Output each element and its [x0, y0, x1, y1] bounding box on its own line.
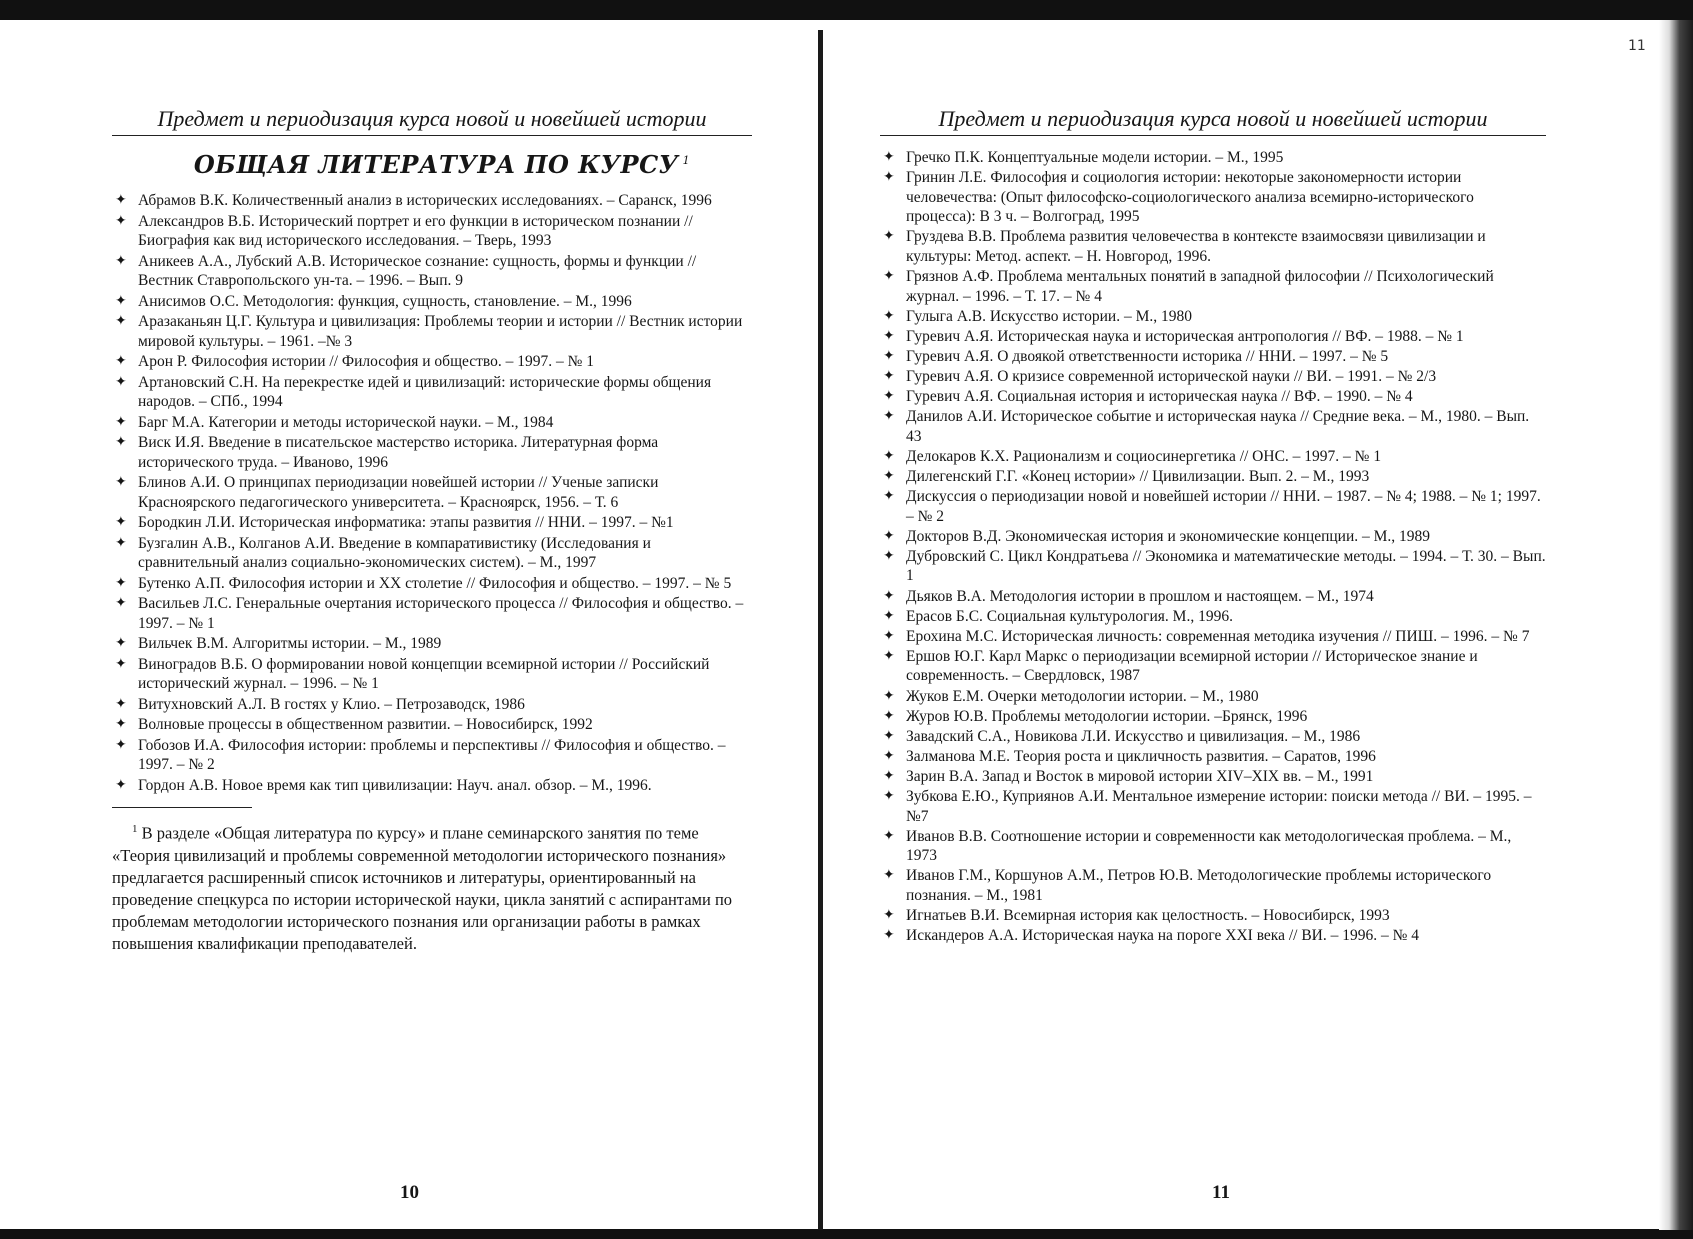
reference-text: Витухновский А.Л. В гостях у Клио. – Петрозаводск, 1986	[138, 695, 525, 713]
bullet-icon: ✦	[883, 547, 895, 564]
reference-item	[112, 513, 752, 533]
bullet-icon: ✦	[115, 534, 127, 551]
reference-item	[880, 926, 1546, 946]
reference-item	[880, 487, 1546, 526]
bullet-icon: ✦	[115, 353, 127, 369]
bullet-icon: ✦	[883, 827, 895, 844]
reference-text: Докторов В.Д. Экономическая история и экономические концепции. – М., 1989	[906, 527, 1431, 545]
reference-item	[112, 695, 752, 715]
reference-text: Волновые процессы в общественном развитии. – Новосибирск, 1992	[138, 716, 593, 733]
bullet-icon: ✦	[883, 488, 895, 505]
bullet-icon: ✦	[883, 347, 895, 364]
reference-text: Вильчек В.М. Алгоритмы истории. – М., 1989	[138, 635, 442, 652]
bullet-icon: ✦	[883, 327, 895, 344]
bullet-icon: ✦	[115, 574, 127, 591]
reference-item	[112, 473, 752, 512]
bullet-icon: ✦	[115, 716, 127, 732]
reference-item	[880, 367, 1546, 387]
reference-text: Зубкова Е.Ю., Куприянов А.И. Ментальное измерение истории: поиски метода // ВИ. – 1995. – №7	[906, 788, 1532, 825]
reference-text: Васильев Л.С. Генеральные очертания исторического процесса // Философия и общество. – 1997. – № 1	[138, 595, 744, 632]
reference-text: Груздева В.В. Проблема развития человечества в контексте взаимосвязи цивилизации и культуры: Метод. аспект. – Н. Новгород, 1996.	[906, 228, 1486, 265]
reference-text: Грязнов А.Ф. Проблема ментальных понятий в западной философии // Психологический журнал. – 1996. – Т. 17. – № 4	[906, 268, 1494, 305]
bullet-icon: ✦	[883, 468, 895, 484]
bullet-icon: ✦	[115, 413, 127, 430]
bullet-icon: ✦	[115, 313, 127, 329]
reference-item	[880, 747, 1546, 767]
reference-item	[880, 906, 1546, 926]
reference-text: Делокаров К.Х. Рационализм и социосинергетика // ОНС. – 1997. – № 1	[906, 447, 1382, 465]
reference-text: Дилегенский Г.Г. «Конец истории» // Цивилизации. Вып. 2. – М., 1993	[906, 468, 1370, 485]
reference-item	[112, 776, 752, 796]
reference-text: Зарин В.А. Запад и Восток в мировой истории XIV–XIX вв. – М., 1991	[906, 767, 1374, 785]
reference-item	[880, 607, 1546, 627]
reference-text: Бузгалин А.В., Колганов А.И. Введение в компаративистику (Исследования и сравнительный анализ социально-экономических систем). – М., 1997	[138, 534, 651, 571]
footnote-divider	[112, 807, 252, 808]
reference-text: Ерасов Б.С. Социальная культурология. М., 1996.	[906, 607, 1233, 625]
reference-text: Блинов А.И. О принципах периодизации новейшей истории // Ученые записки Красноярского педагогического университета. – Красноярск, 1956. – Т. 6	[138, 474, 659, 511]
reference-item	[880, 227, 1546, 266]
reference-item	[880, 866, 1546, 905]
reference-item	[112, 352, 752, 372]
reference-text: Иванов В.В. Соотношение истории и современности как методологическая проблема. – М., 1973	[906, 827, 1512, 865]
bullet-icon: ✦	[115, 736, 127, 753]
bullet-icon: ✦	[115, 373, 127, 390]
bullet-icon: ✦	[115, 776, 127, 793]
reference-text: Бородкин Л.И. Историческая информатика: этапы развития // ННИ. – 1997. – №1	[138, 514, 674, 531]
footnote-number: 1	[132, 823, 138, 835]
reference-text: Арон Р. Философия истории // Философия и общество. – 1997. – № 1	[138, 353, 595, 370]
reference-item	[112, 534, 752, 573]
reference-item	[112, 736, 752, 775]
reference-text: Аразаканьян Ц.Г. Культура и цивилизация: Проблемы теории и истории // Вестник истории мировой культуры. – 1961. –№ 3	[138, 313, 743, 350]
right-page	[880, 106, 1546, 946]
reference-item	[880, 527, 1546, 547]
reference-item	[880, 727, 1546, 747]
bullet-icon: ✦	[115, 635, 127, 651]
reference-text: Искандеров А.А. Историческая наука на пороге XXI века // ВИ. – 1996. – № 4	[906, 927, 1420, 945]
bullet-icon: ✦	[883, 149, 895, 165]
reference-item	[112, 634, 752, 654]
reference-text: Завадский С.А., Новикова Л.И. Искусство и цивилизация. – М., 1986	[906, 727, 1361, 745]
reference-item	[880, 267, 1546, 306]
reference-list	[112, 191, 752, 795]
reference-text: Бутенко А.П. Философия истории и XX столетие // Философия и общество. – 1997. – № 5	[138, 574, 732, 592]
reference-text: Гуревич А.Я. О двоякой ответственности историка // ННИ. – 1997. – № 5	[906, 347, 1389, 365]
bullet-icon: ✦	[883, 747, 895, 764]
reference-item	[880, 327, 1546, 347]
reference-text: Гречко П.К. Концептуальные модели истории. – М., 1995	[906, 149, 1284, 166]
reference-item	[112, 655, 752, 694]
bullet-icon: ✦	[883, 169, 895, 186]
bullet-icon: ✦	[883, 268, 895, 285]
reference-item	[880, 407, 1546, 446]
reference-item	[880, 387, 1546, 407]
bullet-icon: ✦	[883, 607, 895, 624]
reference-item	[112, 574, 752, 594]
reference-item	[880, 767, 1546, 787]
reference-item	[880, 148, 1546, 168]
reference-text: Аникеев А.А., Лубский А.В. Историческое сознание: сущность, формы и функции // Вестник Ставропольского ун-та. – 1996. – Вып. 9	[138, 252, 697, 289]
reference-text: Гулыга А.В. Искусство истории. – М., 1980	[906, 307, 1192, 325]
reference-text: Гуревич А.Я. Социальная история и историческая наука // ВФ. – 1990. – № 4	[906, 388, 1413, 406]
reference-item	[880, 547, 1546, 586]
reference-item	[112, 292, 752, 312]
bullet-icon: ✦	[883, 408, 895, 425]
bullet-icon: ✦	[115, 212, 127, 229]
running-head: Предмет и периодизация курса новой и новейшей истории	[112, 106, 752, 136]
reference-item	[112, 252, 752, 291]
reference-item	[112, 433, 752, 472]
bullet-icon: ✦	[115, 192, 127, 208]
bullet-icon: ✦	[115, 514, 127, 530]
bullet-icon: ✦	[883, 788, 895, 804]
reference-item	[880, 827, 1546, 866]
reference-item	[112, 373, 752, 412]
reference-item	[112, 715, 752, 735]
bullet-icon: ✦	[883, 307, 895, 324]
reference-item	[880, 168, 1546, 227]
bullet-icon: ✦	[883, 647, 895, 664]
reference-item	[880, 787, 1546, 826]
bullet-icon: ✦	[883, 587, 895, 604]
reference-text: Анисимов О.С. Методология: функция, сущность, становление. – М., 1996	[138, 292, 632, 310]
footnote-text: В разделе «Общая литература по курсу» и плане семинарского занятия по теме «Теория цивилизаций и проблемы современной методологии исторического познания» предлагается расширенный список источников и литературы, ориентированный на проведение спецкурса по истории исторической науки, цикла занятий с аспирантами по проблемам методологии исторического познания или организации работы в рамках повышения квалификации преподавателей.	[112, 823, 733, 953]
reference-text: Дубровский С. Цикл Кондратьева // Экономика и математические методы. – 1994. – Т. 30. – Вып. 1	[906, 547, 1546, 585]
reference-text: Дьяков В.А. Методология истории в прошлом и настоящем. – М., 1974	[906, 587, 1374, 605]
running-head: Предмет и периодизация курса новой и новейшей истории	[880, 106, 1546, 136]
scan-right-edge-shadow	[1659, 20, 1693, 1230]
bullet-icon: ✦	[883, 627, 895, 644]
scan-bottom-border	[0, 1229, 1693, 1239]
reference-item	[112, 191, 752, 211]
bullet-icon: ✦	[115, 252, 127, 269]
section-title-text: ОБЩАЯ ЛИТЕРАТУРА ПО КУРСУ	[193, 150, 679, 179]
bullet-icon: ✦	[115, 474, 127, 490]
book-spine-shadow	[818, 30, 823, 1230]
bullet-icon: ✦	[883, 907, 895, 924]
reference-text: Игнатьев В.И. Всемирная история как целостность. – Новосибирск, 1993	[906, 907, 1390, 925]
reference-item	[880, 467, 1546, 487]
reference-item	[880, 707, 1546, 727]
section-title	[132, 150, 752, 179]
reference-list	[880, 148, 1546, 946]
reference-text: Ершов Ю.Г. Карл Маркс о периодизации всемирной истории // Историческое знание и современность. – Свердловск, 1987	[906, 647, 1478, 685]
reference-item	[112, 413, 752, 433]
bullet-icon: ✦	[883, 707, 895, 724]
bullet-icon: ✦	[115, 655, 127, 672]
footnote-marker: 1	[682, 154, 691, 167]
bullet-icon: ✦	[883, 388, 895, 405]
scan-top-border	[0, 0, 1693, 20]
page-number-right: 11	[1212, 1182, 1230, 1203]
bullet-icon: ✦	[883, 368, 895, 385]
bullet-icon: ✦	[115, 434, 127, 450]
reference-text: Залманова М.Е. Теория роста и цикличность развития. – Саратов, 1996	[906, 747, 1376, 765]
reference-text: Виноградов В.Б. О формировании новой концепции всемирной истории // Российский исторический журнал. – 1996. – № 1	[138, 655, 710, 692]
reference-text: Гордон А.В. Новое время как тип цивилизации: Науч. анал. обзор. – М., 1996.	[138, 776, 652, 794]
left-page	[112, 106, 752, 955]
reference-text: Барг М.А. Категории и методы исторической науки. – М., 1984	[138, 413, 554, 431]
reference-item	[880, 647, 1546, 686]
reference-item	[880, 347, 1546, 367]
bullet-icon: ✦	[883, 727, 895, 744]
bullet-icon: ✦	[115, 695, 127, 712]
reference-text: Данилов А.И. Историческое событие и историческая наука // Средние века. – М., 1980. – Вып. 43	[906, 408, 1530, 445]
bullet-icon: ✦	[883, 867, 895, 884]
bullet-icon: ✦	[883, 767, 895, 784]
reference-text: Иванов Г.М., Коршунов А.М., Петров Ю.В. Методологические проблемы исторического познания. – М., 1981	[906, 867, 1492, 904]
reference-text: Гобозов И.А. Философия истории: проблемы и перспективы // Философия и общество. – 1997. – № 2	[138, 736, 726, 773]
reference-text: Виск И.Я. Введение в писательское мастерство историка. Литературная форма исторического труда. – Иваново, 1996	[138, 434, 659, 471]
reference-text: Гуревич А.Я. О кризисе современной исторической науки // ВИ. – 1991. – № 2/3	[906, 368, 1437, 386]
reference-text: Абрамов В.К. Количественный анализ в исторических исследованиях. – Саранск, 1996	[138, 192, 712, 209]
reference-item	[880, 627, 1546, 647]
reference-text: Гринин Л.Е. Философия и социология истории: некоторые закономерности истории человечества: (Опыт философско-социологического анализа всемирно-исторического процесса): В 3 ч. – Волгоград, 1995	[906, 169, 1474, 226]
reference-item	[112, 594, 752, 633]
bullet-icon: ✦	[883, 687, 895, 704]
reference-text: Журов Ю.В. Проблемы методологии истории. –Брянск, 1996	[906, 707, 1308, 725]
reference-text: Гуревич А.Я. Историческая наука и историческая антропология // ВФ. – 1988. – № 1	[906, 327, 1464, 345]
reference-item	[880, 447, 1546, 467]
reference-text: Артановский С.Н. На перекрестке идей и цивилизаций: исторические формы общения народов. – СПб., 1994	[138, 373, 712, 410]
reference-item	[880, 307, 1546, 327]
bullet-icon: ✦	[115, 595, 127, 611]
bullet-icon: ✦	[115, 292, 127, 309]
bullet-icon: ✦	[883, 527, 895, 544]
reference-item	[112, 312, 752, 351]
reference-text: Дискуссия о периодизации новой и новейшей истории // ННИ. – 1987. – № 4; 1988. – № 1; 1997. – № 2	[906, 488, 1541, 525]
reference-item	[880, 587, 1546, 607]
corner-mark: 11	[1628, 38, 1646, 54]
reference-text: Александров В.Б. Исторический портрет и его функции в историческом познании // Биография как вид исторического исследования. – Тверь, 1993	[138, 212, 693, 249]
bullet-icon: ✦	[883, 927, 895, 944]
reference-item	[112, 212, 752, 251]
reference-text: Ерохина М.С. Историческая личность: современная методика изучения // ПИШ. – 1996. – № 7	[906, 627, 1530, 645]
bullet-icon: ✦	[883, 228, 895, 245]
bullet-icon: ✦	[883, 447, 895, 464]
reference-item	[880, 687, 1546, 707]
footnote	[112, 818, 752, 955]
page-number-left: 10	[400, 1182, 419, 1203]
reference-text: Жуков Е.М. Очерки методологии истории. – М., 1980	[906, 687, 1259, 705]
